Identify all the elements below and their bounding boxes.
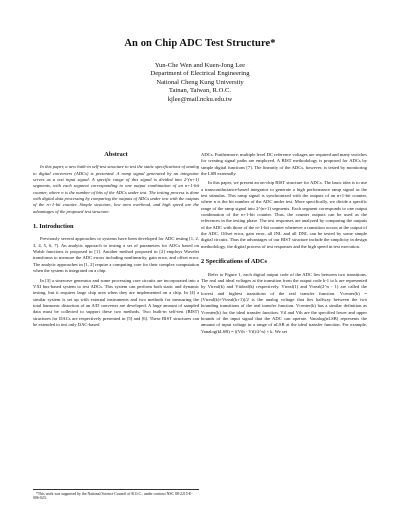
author-department: Department of Electrical Engineering [150, 70, 250, 78]
specs-paragraph-1: Refer to Figure 1, each digital output code of the ADC lies between two transitions. The real and ideal voltages at the transition from the output code k-1 to k are represented by Vtreal(k) and Vtideal(k) respectively. Vtreal(1) and Vtreal(2^n - 1) are called the lowest and highest transitions of the real transfer function. Vcenter(k) = (Vtreal(k)+Vtreal(k+1))/2 is the analog voltage that lies halfway between the two bounding transitions of the real transfer function. Vcenter(k) has a similar definition as Vcenter(k) for the ideal transfer function. Vtl and Vth are the specified lower and upper bounds of the input signal that the ADC can operate. Vanalog(nLSB) represents the amount of input voltage in a range of nLSB at the ideal transfer function. For example, Vanalog(kLSB) = ((Vth - Vtl)/2^n) × k. We set [201, 271, 367, 334]
section-1-heading: 1. Introduction [33, 223, 74, 231]
paper-title: An on Chip ADC Test Structure* [124, 38, 276, 49]
section-2-heading: 2 Specifications of ADCs [201, 258, 267, 266]
intro-paragraph-3: ADCs. Furthermore, multiple level DC reference voltages are required and many switches for creating signal paths are employed. A BIST methodology is proposed for ADCs by simple digital functions [7]. The linearity of the ADCs, however, is tested by monitoring the LSB externally. [201, 152, 367, 177]
abstract-heading: Abstract [104, 151, 128, 158]
intro-paragraph-1: Previously several approaches or systems have been developed for ADC testing [1, 2, 3, 4, 5, 6, 7]. An analytic approach to testing a set of parameters for ADCs based on Walsh functions is proposed in [1]. Another method proposed in [2] employs Wavelet transforms to measure the ADC errors including nonlinearity, gain error, and offset error. The analytic approaches in [1, 2] require a computing core for their complex computation when the system is integrated on a chip. [33, 236, 199, 274]
author-names: Yun-Che Wen and Kuen-Jong Lee [154, 62, 246, 69]
footnote-text: *This work was supported by the National Science Council of R.O.C., under contract NSC 88-2215-E-006-023. [33, 491, 193, 501]
author-university: National Cheng Kung University [156, 78, 244, 86]
footnote [33, 489, 199, 501]
right-column [201, 152, 367, 338]
author-block [0, 62, 400, 104]
abstract-body: In this paper, a new built-in self-test structure to test the static specifications of analog to digital converters (ADCs) is presented. A ramp signal generated by an integrator serves as a test input signal. A specific range of this signal is divided into 2^(n+1) segments, with each segment corresponding to one output combination of an n+1-bit counter, where n is the number of bits of the ADCs under test. The testing process is done with digital data processing by comparing the outputs of ADCs under test with the outputs of the n+1-bit counter. Simple structure, low area overhead, and high speed are the advantages of the proposed test structure. [33, 164, 199, 214]
intro-paragraph-2: In [3] a sinewave generator and some processing core circuits are incorporated into a VXI bus-based system to test ADCs. This system can perform both static and dynamic testing, but it requires large chip area when they are implemented on a chip. In [4] a similar system is set up with external instruments and two methods for measuring the total harmonic distortion of an A/D converter are developed. A large amount of sampled data must be collected to support these two methods. Two built-in self-test (BIST) structures for DACs are respectively presented in [5] and [6]. These BIST structures can be extended to test only DAC-based [33, 277, 199, 327]
author-email: kjlee@mail.ncku.edu.tw [167, 95, 233, 103]
intro-paragraph-4: In this paper, we present an on-chip BIST structure for ADCs. The basic idea is to use a transconductance-based integrator to generate a high performance ramp signal as the test stimulus. This ramp signal is synchronized with the outputs of an n+1-bit counter, where n is the bit number of the ADC under test. More specifically, we divide a specific range of the ramp signal into 2^(n+1) segments. Each segment corresponds to one output combination of the n+1-bit counter. Thus, the counter outputs can be used as the references in the testing phase. The test responses are analyzed by comparing the outputs of the ADC with those of the n+1-bit counter whenever a transition occurs at the output of the ADC. Offset error, gain error, all INL and all DNL can be tested by some simple digital circuits. Thus the advantages of our BIST structure include the simplicity in design methodology, the digital process of test responses and the high speed in test execution. [201, 180, 367, 249]
left-column [33, 152, 199, 331]
author-location: Tainan, Taiwan, R.O.C. [168, 87, 232, 95]
